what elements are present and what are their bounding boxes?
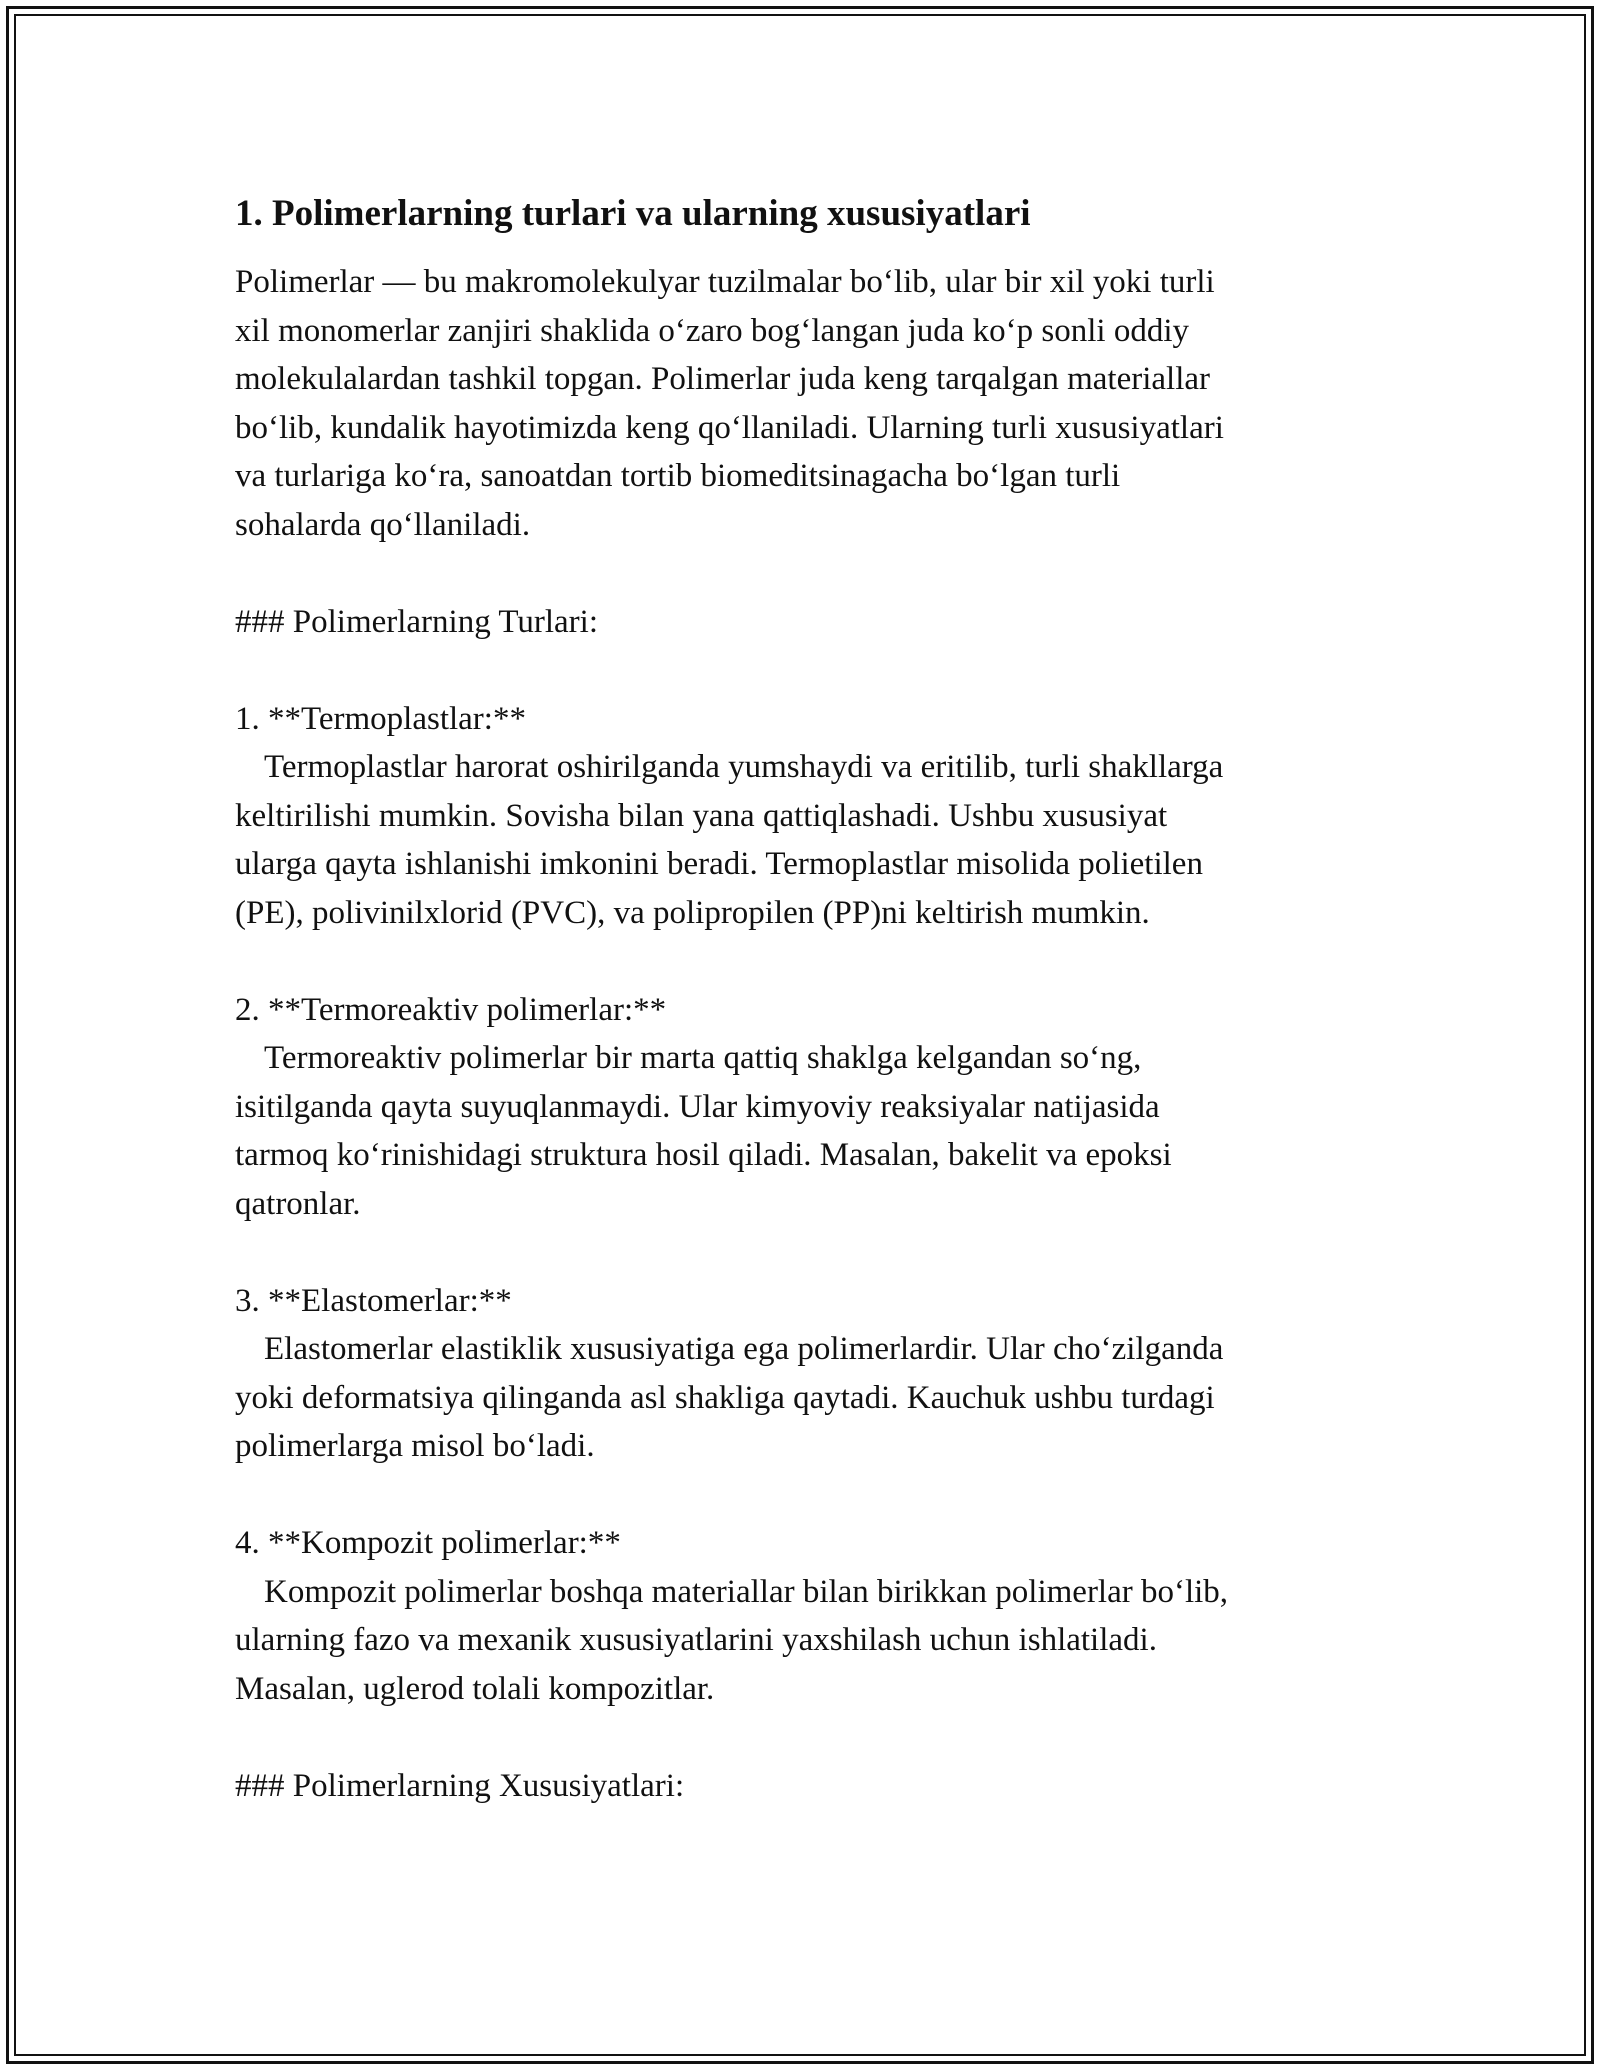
list-item-line: ularning fazo va mexanik xususiyatlarini yaxshilash uchun ishlatiladi. (235, 1622, 1157, 1658)
list-item-line: (PE), polivinilxlorid (PVC), va polipropilen (PP)ni keltirish mumkin. (235, 894, 1150, 931)
list-item-termoreaktiv (235, 986, 1360, 1229)
intro-paragraph (235, 258, 1360, 549)
blank-line (235, 549, 1360, 598)
blank-line (235, 937, 1360, 986)
list-item-heading: 2. **Termoreaktiv polimerlar:** (235, 991, 667, 1028)
intro-line: Polimerlar — bu makromolekulyar tuzilmalar bo‘lib, ular bir xil yoki turli (235, 264, 1215, 300)
intro-line: molekulalardan tashkil topgan. Polimerlar juda keng tarqalgan materiallar (235, 361, 1210, 397)
list-item-line: yoki deformatsiya qilinganda asl shakliga qaytadi. Kauchuk ushbu turdagi (235, 1379, 1215, 1416)
list-item-heading: 1. **Termoplastlar:** (235, 700, 526, 737)
list-item-line: keltirilishi mumkin. Sovisha bilan yana qattiqlashadi. Ushbu xususiyat (235, 797, 1168, 834)
intro-line: bo‘lib, kundalik hayotimizda keng qo‘llaniladi. Ularning turli xususiyatlari (235, 409, 1224, 446)
document-body (235, 186, 1360, 1810)
list-item-line: ularga qayta ishlanishi imkonini beradi. Termoplastlar misolida polietilen (235, 846, 1203, 882)
intro-line: xil monomerlar zanjiri shaklida o‘zaro bog‘langan juda ko‘p sonli oddiy (235, 312, 1190, 349)
list-item-heading: 4. **Kompozit polimerlar:** (235, 1525, 621, 1561)
blank-line (235, 1713, 1360, 1762)
blank-line (235, 646, 1360, 695)
blank-line (235, 1228, 1360, 1277)
list-item-line: Termoplastlar harorat oshirilganda yumshaydi va eritilib, turli shakllarga (264, 749, 1224, 785)
list-item-line: polimerlarga misol bo‘ladi. (235, 1428, 595, 1464)
list-item-line: Elastomerlar elastiklik xususiyatiga ega polimerlardir. Ular cho‘zilganda (264, 1331, 1224, 1367)
list-item-kompozit (235, 1519, 1360, 1713)
blank-line (235, 1471, 1360, 1520)
document-title: 1. Polimerlarning turlari va ularning xususiyatlari (235, 193, 1031, 234)
intro-line: sohalarda qo‘llaniladi. (235, 506, 531, 543)
list-item-elastomerlar (235, 1277, 1360, 1471)
list-item-line: Termoreaktiv polimerlar bir marta qattiq shaklga kelgandan so‘ng, (264, 1040, 1142, 1076)
list-item-line: Kompozit polimerlar boshqa materiallar bilan birikkan polimerlar bo‘lib, (264, 1573, 1229, 1610)
list-item-line: Masalan, uglerod tolali kompozitlar. (235, 1670, 715, 1707)
intro-line: va turlariga ko‘ra, sanoatdan tortib biomeditsinagacha bo‘lgan turli (235, 458, 1121, 494)
list-item-line: tarmoq ko‘rinishidagi struktura hosil qiladi. Masalan, bakelit va epoksi (235, 1137, 1172, 1173)
list-item-line: isitilganda qayta suyuqlanmaydi. Ular kimyoviy reaksiyalar natijasida (235, 1088, 1160, 1125)
section-heading-types: ### Polimerlarning Turlari: (235, 603, 598, 640)
list-item-termoplastlar (235, 695, 1360, 938)
section-heading-properties: ### Polimerlarning Xususiyatlari: (235, 1767, 685, 1804)
list-item-line: qatronlar. (235, 1185, 361, 1222)
list-item-heading: 3. **Elastomerlar:** (235, 1282, 512, 1319)
